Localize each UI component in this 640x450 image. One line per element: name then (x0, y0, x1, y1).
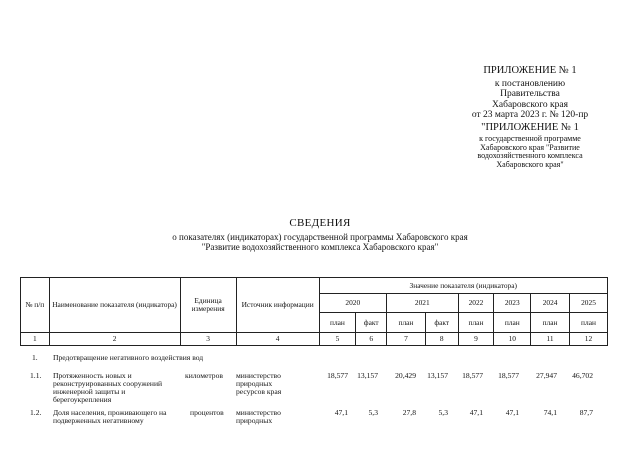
column-number: 7 (387, 333, 426, 346)
document-subtitle (0, 233, 640, 252)
column-number: 2 (49, 333, 180, 346)
subtitle-line: о показателях (индикаторах) государственной программы Хабаровского края (172, 232, 468, 242)
header-source: Источник информации (236, 278, 319, 333)
header-name: Наименование показателя (индикатора) (49, 278, 180, 333)
row-name: Доля населения, проживающего на подверженных негативному (53, 408, 167, 425)
column-number: 5 (319, 333, 356, 346)
section-title: Предотвращение негативного воздействия вод (53, 353, 204, 362)
indicators-table (20, 277, 608, 346)
value-cell: 18,577 (498, 371, 519, 380)
column-number: 12 (570, 333, 608, 346)
value-cell: 87,7 (579, 408, 593, 417)
value-cell: 13,157 (357, 371, 378, 380)
row-number: 1.1. (30, 371, 42, 380)
column-number: 4 (236, 333, 319, 346)
column-number: 6 (356, 333, 387, 346)
header-plan: план (458, 313, 494, 333)
inner-appendix-line: к государственной программе (479, 134, 581, 143)
appendix-block (430, 66, 630, 169)
row-unit: процентов (190, 408, 224, 417)
header-year: 2020 (319, 294, 386, 313)
header-year: 2024 (531, 294, 570, 313)
value-cell: 47,1 (469, 408, 483, 417)
header-plan: план (319, 313, 356, 333)
subtitle-line: "Развитие водохозяйственного комплекса Хабаровского края" (201, 241, 439, 252)
header-plan: план (570, 313, 608, 333)
appendix-heading: ПРИЛОЖЕНИЕ № 1 (483, 65, 577, 76)
appendix-line: от 23 марта 2023 г. № 120-пр (471, 110, 589, 120)
section-number: 1. (32, 353, 38, 362)
header-fact: факт (356, 313, 387, 333)
value-cell: 46,702 (572, 371, 593, 380)
column-number: 10 (494, 333, 531, 346)
value-cell: 5,3 (438, 408, 448, 417)
row-number: 1.2. (30, 408, 42, 417)
header-year: 2022 (458, 294, 494, 313)
header-plan: план (531, 313, 570, 333)
value-cell: 13,157 (427, 371, 448, 380)
document-title: СВЕДЕНИЯ (289, 217, 351, 229)
header-unit: Единица измерения (180, 278, 236, 333)
inner-appendix-heading: "ПРИЛОЖЕНИЕ № 1 (481, 121, 579, 133)
value-cell: 27,947 (536, 371, 557, 380)
header-year: 2025 (570, 294, 608, 313)
column-number: 3 (180, 333, 236, 346)
inner-appendix-line: Хабаровского края" (496, 159, 564, 169)
row-unit: километров (185, 371, 223, 380)
header-year: 2023 (494, 294, 531, 313)
value-cell: 5,3 (368, 408, 378, 417)
inner-appendix-line: Хабаровского края "Развитие (480, 142, 580, 152)
header-fact: факт (425, 313, 458, 333)
appendix-line: Хабаровского края (492, 99, 568, 110)
column-number: 9 (458, 333, 494, 346)
value-cell: 18,577 (462, 371, 483, 380)
value-cell: 20,429 (395, 371, 416, 380)
column-number: 11 (531, 333, 570, 346)
column-number: 8 (425, 333, 458, 346)
row-source: министерство природных ресурсов края (236, 371, 282, 396)
header-value: Значение показателя (индикатора) (319, 278, 607, 294)
header-plan: план (494, 313, 531, 333)
value-cell: 47,1 (505, 408, 519, 417)
row-name: Протяженность новых и реконструированных сооружений инженерной защиты и берегоукрепления (53, 371, 163, 404)
row-source: министерство природных (236, 408, 281, 425)
column-number: 1 (21, 333, 50, 346)
value-cell: 47,1 (334, 408, 348, 417)
inner-appendix-line: водохозяйственного комплекса (477, 151, 583, 161)
value-cell: 18,577 (327, 371, 348, 380)
header-year: 2021 (387, 294, 459, 313)
value-cell: 27,8 (402, 408, 416, 417)
appendix-line: к постановлению (494, 78, 566, 89)
header-plan: план (387, 313, 426, 333)
header-num: № п/п (21, 278, 50, 333)
value-cell: 74,1 (543, 408, 557, 417)
appendix-line: Правительства (500, 89, 560, 99)
